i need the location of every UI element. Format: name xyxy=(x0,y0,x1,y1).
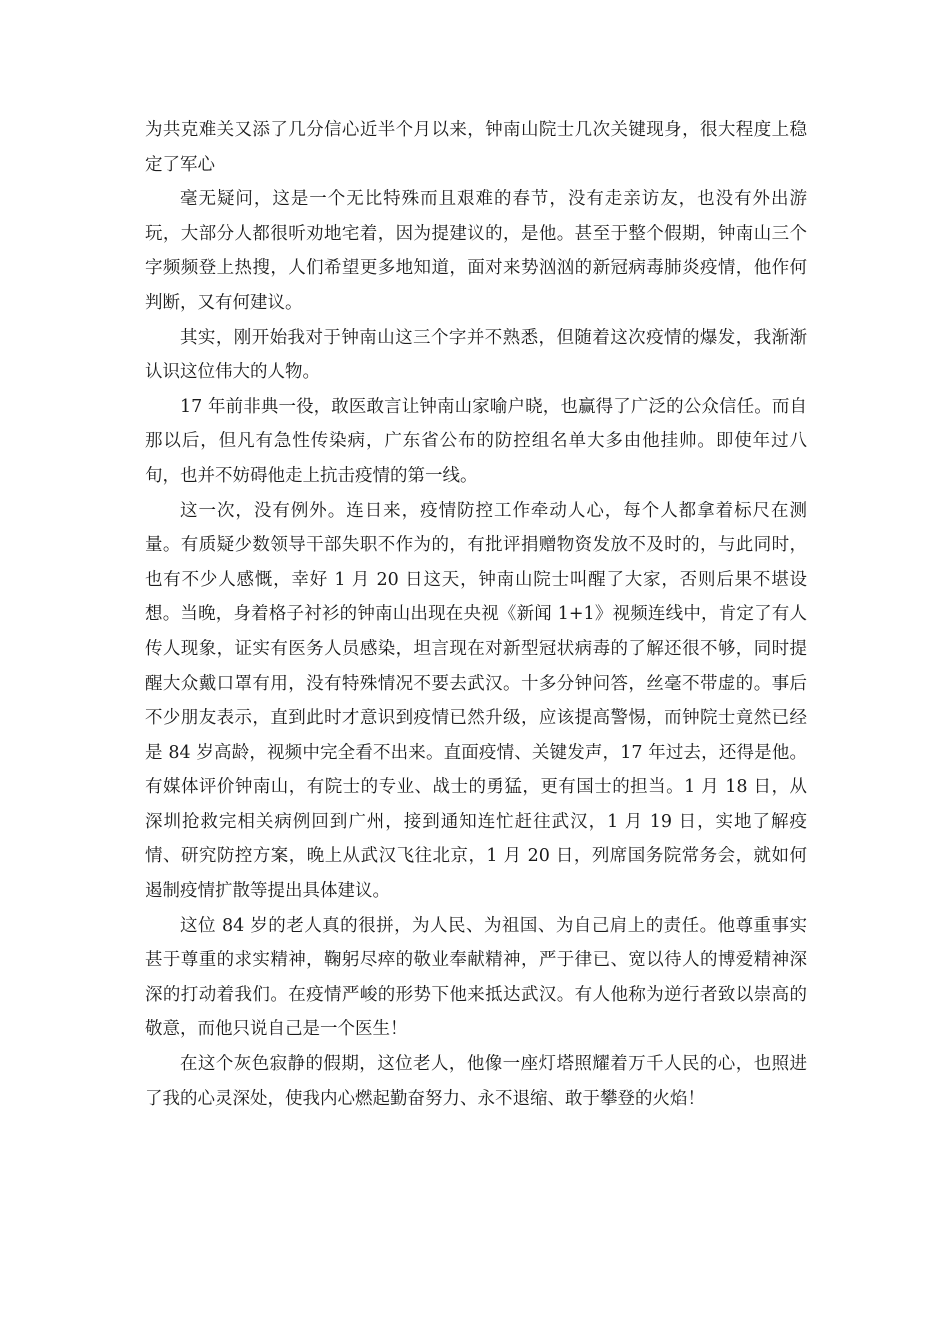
paragraph-2: 毫无疑问，这是一个无比特殊而且艰难的春节，没有走亲访友，也没有外出游玩，大部分人都很听劝地宅着，因为提建议的，是他。甚至于整个假期，钟南山三个字频频登上热搜，人们希望更多地知道，面对来势汹汹的新冠病毒肺炎疫情，他作何判断，又有何建议。 xyxy=(145,189,807,313)
paragraph-6: 这位 84 岁的老人真的很拼，为人民、为祖国、为自己肩上的责任。他尊重事实甚于尊重的求实精神，鞠躬尽瘁的敬业奉献精神，严于律已、宽以待人的博爱精神深深的打动着我们。在疫情严峻的形势下他来抵达武汉。有人他称为逆行者致以崇高的敬意，而他只说自己是一个医生！ xyxy=(145,915,807,1040)
paragraph-1: 为共克难关又添了几分信心近半个月以来，钟南山院士几次关键现身，很大程度上稳定了军心 xyxy=(145,120,807,175)
paragraph-4: 17 年前非典一役，敢医敢言让钟南山家喻户晓，也赢得了广泛的公众信任。而自那以后，但凡有急性传染病，广东省公布的防控组名单大多由他挂帅。即使年过八旬，也并不妨碍他走上抗击疫情的第一线。 xyxy=(145,396,807,486)
paragraph-7: 在这个灰色寂静的假期，这位老人，他像一座灯塔照耀着万千人民的心，也照进了我的心灵深处，使我内心燃起勤奋努力、永不退缩、敢于攀登的火焰！ xyxy=(145,1054,807,1109)
paragraph-3: 其实，刚开始我对于钟南山这三个字并不熟悉，但随着这次疫情的爆发，我渐渐认识这位伟大的人物。 xyxy=(145,327,807,383)
document-body xyxy=(145,113,807,1116)
paragraph-5: 这一次，没有例外。连日来，疫情防控工作牵动人心，每个人都拿着标尺在测量。有质疑少数领导干部失职不作为的，有批评捐赠物资发放不及时的，与此同时，也有不少人感慨，幸好 1 月 20 日这天，钟南山院士叫醒了大家，否则后果不堪设想。当晚，身着格子衬衫的钟南山出现在央视《新闻 1+1》视频连线中，肯定了有人传人现象，证实有医务人员感染，坦言现在对新型冠状病毒的了解还很不够，同时提醒大众戴口罩有用，没有特殊情况不要去武汉。十多分钟问答，丝毫不带虚的。事后不少朋友表示，直到此时才意识到疫情已然升级，应该提高警惕，而钟院士竟然已经是 84 岁高龄，视频中完全看不出来。直面疫情、关键发声，17 年过去，还得是他。有媒体评价钟南山，有院士的专业、战士的勇猛，更有国士的担当。1 月 18 日，从深圳抢救完相关病例回到广州，接到通知连忙赶往武汉，1 月 19 日，实地了解疫情、研究防控方案，晚上从武汉飞往北京，1 月 20 日，列席国务院常务会，就如何遏制疫情扩散等提出具体建议。 xyxy=(145,500,807,902)
